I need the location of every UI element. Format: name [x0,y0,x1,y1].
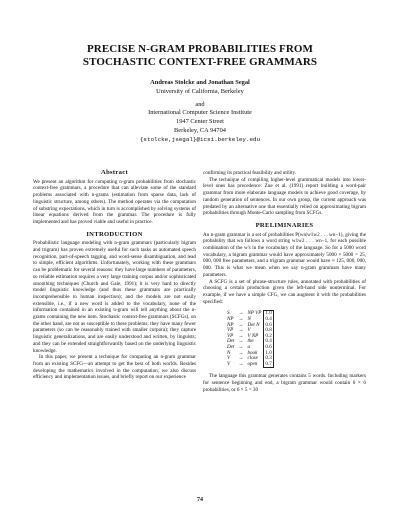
rule-lhs: NP [227,315,234,322]
rule-arrow: → [238,315,244,322]
rule-arrow: → [238,310,244,317]
rule-probability: 1.0 [265,310,272,317]
rule-rhs: N [247,315,251,322]
related-work-paragraph: The technique of compiling higher-level grammatical models into lower-level ones has precedence: Zue et al. (1991) report building a word-pair grammar from more elaborate language models to achieve good coverage, by random generation of sentences. In our own group, the current approach was predated by an alternative one that essentially relied on approximating bigram probabilities through Monte-Carlo sampling from SCFGs. [203,176,366,217]
rule-arrow: → [238,349,244,356]
grammar-rules-table [225,310,274,368]
affiliation-1: University of California, Berkeley [156,87,244,95]
title-line-1: PRECISE N-GRAM PROBABILITIES FROM [86,43,314,55]
rule-rhs: Det N [247,321,260,328]
rule-probability: 0.4 [265,315,272,322]
affiliation-and: and [195,100,205,108]
author-email: {stolcke,jsegal}@icsi.berkeley.edu [139,135,261,143]
rule-lhs: VP [227,332,234,339]
rule-arrow: → [238,343,244,350]
abstract-text: We present an algorithm for computing n-gram probabilities from stochastic context-free grammars, a procedure that can alleviate some of the standard problems associated with n-grams (estimation from sparse data, lack of linguistic structure, among others). The method operates via the computation of substring expectations, which in turn is accomplished by solving systems of linear equations derived from the grammar. The procedure is fully implemented and has proved viable and useful in practice. [33,178,196,225]
rule-probability: 0.6 [265,343,272,350]
rule-lhs: Det [227,338,235,345]
preliminaries-paragraph-3: The language this grammar generates contains 5 words. Including markers for sentence beginning and end, a bigram grammar would contain 6 × 6 probabilities, or 6 × 5 = 30 [203,373,366,393]
rule-rhs: the [247,338,254,345]
rule-probability: 0.4 [265,338,272,345]
left-column [33,170,196,381]
right-column [203,170,366,393]
rule-arrow: → [238,355,244,362]
rule-rhs: book [247,349,258,356]
introduction-heading: INTRODUCTION [86,230,143,238]
author-block [0,79,400,145]
rule-lhs: V [227,355,231,362]
rule-arrow: → [238,360,244,367]
rule-rhs: a [247,343,250,350]
rule-rhs: V NP [247,332,259,339]
rule-arrow: → [238,327,244,334]
introduction-paragraph-2: In this paper, we present a technique for computing an n-gram grammar from an existing SCFG—an attempt to get the best of both worlds. Besides developing the mathematics involved in the computation, we also discuss efficiency and implementation issues, and briefly report on our experience [33,354,196,381]
continued-paragraph: confirming its practical feasibility and utility. [203,170,297,176]
rule-lhs: N [227,349,231,356]
abstract-heading: Abstract [101,169,128,176]
rule-lhs: Det [227,343,235,350]
author-names: Andreas Stolcke and Jonathan Segal [150,79,250,86]
rule-probability: 1.0 [265,349,272,356]
rule-lhs: S [227,310,230,317]
address-line-2: Berkeley, CA 94704 [174,126,226,134]
grammar-rule-row [225,362,273,368]
rule-rhs: close [247,355,258,362]
rule-probability: 0.6 [265,321,272,328]
affiliation-2: International Computer Science Institute [148,109,252,117]
rule-rhs: open [247,360,258,367]
preliminaries-paragraph-1: An n-gram grammar is a set of probabilities P(wn|w1w2 . . . wn−1), giving the probability that wn follows a word string w1w2 . . . wn−1, for each possible combination of the w's in the vocabulary of the language. So for a 5000 word vocabulary, a bigram grammar would have approximately 5000 × 5000 = 25, 000, 000 free parameters, and a trigram grammar would have ≈ 125, 000, 000, 000. This is what we mean when we say n-gram grammars have many parameters. [203,231,366,278]
preliminaries-heading: PRELIMINARIES [255,221,314,229]
rule-arrow: → [238,338,244,345]
rule-probability: 0.3 [265,355,272,362]
rule-rhs: V [247,327,251,334]
page-number: 74 [197,497,203,503]
rule-rhs: NP VP [247,310,262,317]
rule-probability: 0.7 [265,360,272,367]
preliminaries-paragraph-2: A SCFG is a set of phrase-structure rules, annotated with probabilities of choosing a certain production given the left-hand side nonterminal. For example, if we have a simple CFG, we can augment it with the probabilities specified: [203,278,366,305]
rule-arrow: → [238,321,244,328]
paper-title [0,43,400,69]
rule-lhs: V [227,360,231,367]
rule-lhs: NP [227,321,234,328]
address-line-1: 1947 Center Street [176,118,224,126]
title-line-2: STOCHASTIC CONTEXT-FREE GRAMMARS [82,56,318,68]
rule-probability: 0.8 [265,327,272,334]
rule-probability: 0.2 [265,332,272,339]
rule-lhs: VP [227,327,234,334]
rule-arrow: → [238,332,244,339]
introduction-paragraph-1: Probabilistic language modeling with n-gram grammars (particularly bigram and trigram) has proven extremely useful for such tasks as automated speech recognition, part-of-speech tagging, and word-sense disambiguation, and lead to simple, efficient algorithms. Unfortunately, working with these grammars can be problematic for several reasons: they have large numbers of parameters, so reliable estimation requires a very large training corpus and/or sophisticated smoothing techniques (Church and Gale, 1991); it is very hard to directly model linguistic knowledge (and thus these grammars are practically incomprehensible to human inspection); and the models are not easily extensible, i.e., if a new word is added to the vocabulary, none of the information contained in an existing n-gram will tell anything about the n-grams containing the new item. Stochastic context-free grammars (SCFGs), on the other hand, are not as susceptible to these problems: they have many fewer parameters (so can be reasonably trained with smaller corpora); they capture linguistic generalizations, and are easily understood and written, by linguists; and they can be extended straightforwardly based on the underlying linguistic knowledge. [33,240,196,354]
